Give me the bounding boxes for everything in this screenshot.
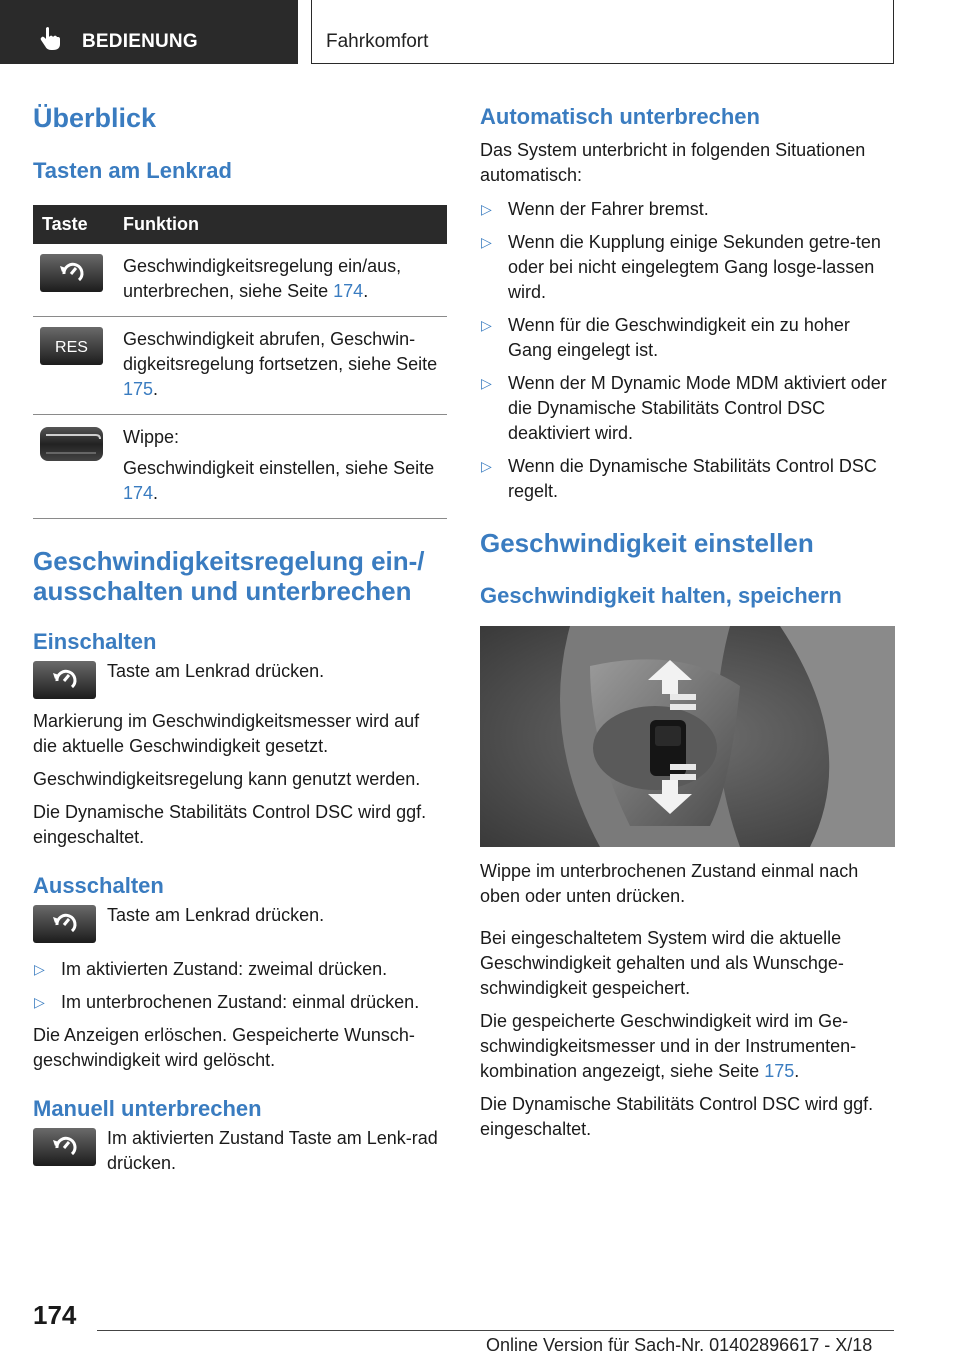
auto-title: Automatisch unterbrechen bbox=[480, 104, 760, 129]
auto-intro: Das System unterbricht in folgenden Situationen automatisch: bbox=[480, 140, 866, 185]
triangle-bullet-icon: ▷ bbox=[481, 234, 492, 250]
einschalten-p1: Markierung im Geschwindigkeitsmesser wird auf die aktuelle Geschwindigkeit gesetzt. bbox=[33, 711, 420, 756]
list-item: ▷ Wenn die Dynamische Stabilitäts Control DSC regelt. bbox=[481, 456, 877, 501]
list-item: ▷ Wenn der Fahrer bremst. bbox=[480, 197, 895, 222]
triangle-bullet-icon: ▷ bbox=[34, 961, 45, 977]
hold-speed-title: Geschwindigkeit halten, speichern bbox=[480, 583, 842, 608]
auto-list bbox=[480, 197, 895, 504]
row-function: Geschwindigkeit abrufen, Geschwin-digkeitsregelung fortsetzen, siehe Seite 175. bbox=[123, 317, 447, 415]
einschalten-title: Einschalten bbox=[33, 629, 157, 654]
hold-p1: Wippe im unterbrochenen Zustand einmal nach oben oder unten drücken. bbox=[480, 861, 859, 906]
hold-p2: Bei eingeschaltetem System wird die aktuelle Geschwindigkeit gehalten und als Wunschge-schwindigkeit gespeichert. bbox=[480, 928, 844, 998]
page-link[interactable]: 174 bbox=[123, 483, 154, 503]
steering-wheel-photo bbox=[480, 626, 895, 847]
manuell-title: Manuell unterbrechen bbox=[33, 1096, 262, 1121]
table-row bbox=[33, 415, 447, 519]
ausschalten-title: Ausschalten bbox=[33, 873, 164, 898]
chapter-header bbox=[311, 0, 894, 64]
col-header-key: Taste bbox=[33, 205, 123, 244]
list-item: ▷ Im aktivierten Zustand: zweimal drücken. bbox=[33, 957, 447, 982]
footer-rule bbox=[97, 1330, 894, 1331]
row-function: Wippe: Geschwindigkeit einstellen, siehe Seite 174. bbox=[123, 415, 447, 519]
page-link[interactable]: 175 bbox=[764, 1061, 795, 1081]
chapter-label: Fahrkomfort bbox=[326, 31, 429, 52]
cruise-control-key-icon bbox=[33, 1128, 96, 1166]
page-link[interactable]: 175 bbox=[123, 379, 154, 399]
triangle-bullet-icon: ▷ bbox=[481, 201, 492, 217]
triangle-bullet-icon: ▷ bbox=[34, 994, 45, 1010]
triangle-bullet-icon: ▷ bbox=[481, 375, 492, 391]
table-row bbox=[33, 317, 447, 415]
right-column bbox=[480, 102, 895, 1142]
einschalten-p3: Die Dynamische Stabilitäts Control DSC wird ggf. eingeschaltet. bbox=[33, 802, 427, 847]
row-function: Geschwindigkeitsregelung ein/aus, unterbrechen, siehe Seite 174. bbox=[123, 244, 447, 317]
left-column bbox=[33, 100, 447, 1176]
ausschalten-p1: Die Anzeigen erlöschen. Gespeicherte Wunsch-geschwindigkeit wird gelöscht. bbox=[33, 1025, 415, 1070]
einschalten-p2: Geschwindigkeitsregelung kann genutzt werden. bbox=[33, 769, 421, 789]
set-speed-title: Geschwindigkeit einstellen bbox=[480, 528, 814, 558]
table-header-row bbox=[33, 205, 447, 244]
rocker-switch-icon bbox=[40, 425, 103, 463]
list-item: ▷ Wenn der M Dynamic Mode MDM aktiviert oder die Dynamische Stabilitäts Control DSC deaktiviert wird. bbox=[481, 373, 887, 443]
list-item: ▷ Wenn für die Geschwindigkeit ein zu hoher Gang eingelegt ist. bbox=[481, 315, 850, 360]
ausschalten-instruction: Taste am Lenkrad drücken. bbox=[33, 903, 447, 947]
online-version-text: Online Version für Sach-Nr. 01402896617 - X/18 bbox=[486, 1335, 873, 1355]
keys-table bbox=[33, 205, 447, 519]
einschalten-instruction: Taste am Lenkrad drücken. bbox=[33, 659, 447, 703]
triangle-bullet-icon: ▷ bbox=[481, 317, 492, 333]
ausschalten-list bbox=[33, 957, 447, 1015]
svg-text:RES: RES bbox=[55, 339, 88, 356]
section-tab[interactable] bbox=[0, 0, 298, 64]
hold-p3: Die gespeicherte Geschwindigkeit wird im Ge-schwindigkeitsmesser und in der Instrumenten-kombination angezeigt, siehe Seite 175. bbox=[480, 1011, 857, 1081]
triangle-bullet-icon: ▷ bbox=[481, 458, 492, 474]
subtitle-keys: Tasten am Lenkrad bbox=[33, 158, 232, 183]
cruise-control-key-icon bbox=[40, 254, 103, 292]
hand-pointer-icon bbox=[40, 26, 62, 50]
list-item: ▷ Im unterbrochenen Zustand: einmal drücken. bbox=[33, 990, 447, 1015]
table-row bbox=[33, 244, 447, 317]
page-title: Überblick bbox=[33, 103, 157, 133]
section-title: Geschwindigkeitsregelung ein-/ ausschalten und unterbrechen bbox=[33, 546, 425, 606]
page-link[interactable]: 174 bbox=[333, 281, 364, 301]
res-key-icon bbox=[40, 327, 103, 365]
page-number: 174 bbox=[33, 1300, 77, 1330]
section-label: BEDIENUNG bbox=[82, 31, 198, 52]
cruise-control-key-icon bbox=[33, 905, 96, 943]
col-header-function: Funktion bbox=[123, 205, 447, 244]
manuell-instruction: Im aktivierten Zustand Taste am Lenk-rad drücken. bbox=[33, 1126, 447, 1176]
hold-p4: Die Dynamische Stabilitäts Control DSC wird ggf. eingeschaltet. bbox=[480, 1094, 874, 1139]
list-item: ▷ Wenn die Kupplung einige Sekunden getre-ten oder bei nicht eingelegtem Gang losge-lassen wird. bbox=[481, 232, 881, 302]
cruise-control-key-icon bbox=[33, 661, 96, 699]
